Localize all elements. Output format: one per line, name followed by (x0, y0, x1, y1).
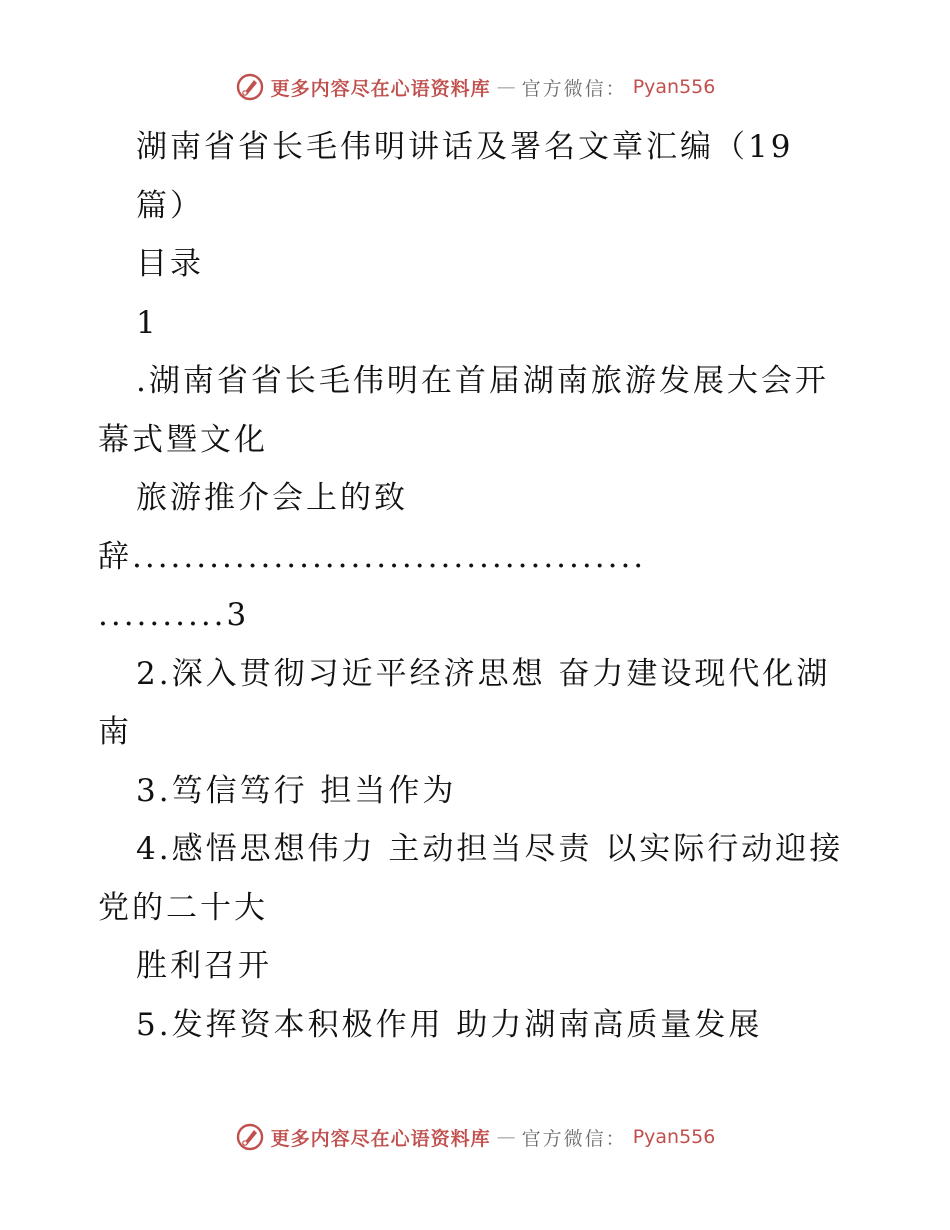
toc-entry-5: 5.发挥资本积极作用 助力湖南高质量发展 (136, 1006, 763, 1043)
document-body (98, 118, 858, 1054)
header-watermark (0, 72, 950, 102)
watermark-separator: — (496, 76, 516, 98)
pen-nib-logo-icon (235, 1122, 265, 1152)
watermark-id: Pyan556 (632, 76, 716, 98)
toc-heading: 目录 (136, 246, 204, 282)
toc-entry-4: 4.感悟思想伟力 主动担当尽责 以实际行动迎接 (136, 831, 844, 867)
watermark-separator: — (496, 1126, 516, 1148)
watermark-id: Pyan556 (632, 1126, 716, 1148)
document-title: 湖南省省长毛伟明讲话及署名文章汇编（19 (136, 129, 794, 165)
toc-entry-1-cont: 幕式暨文化 (98, 421, 268, 458)
toc-entry-3: 3.笃信笃行 担当作为 (136, 772, 457, 809)
watermark-label: 官方微信： (521, 77, 627, 100)
watermark-text: 更多内容尽在心语资料库 (270, 77, 491, 100)
toc-entry-1-page: ..........3 (98, 597, 250, 633)
document-title-cont: 篇） (136, 187, 204, 224)
toc-number: 1 (136, 304, 159, 341)
watermark-label: 官方微信： (521, 1127, 627, 1150)
toc-entry-4-cont: 党的二十大 (98, 889, 268, 926)
pen-nib-logo-icon (235, 72, 265, 102)
toc-entry-1-leader: 辞........................................ (98, 538, 647, 575)
toc-entry-2: 2.深入贯彻习近平经济思想 奋力建设现代化湖 (136, 655, 831, 692)
footer-watermark (0, 1122, 950, 1152)
toc-entry-1: .湖南省省长毛伟明在首届湖南旅游发展大会开 (136, 363, 829, 399)
toc-entry-4-cont: 胜利召开 (136, 948, 272, 984)
toc-entry-1-cont: 旅游推介会上的致 (136, 480, 408, 516)
toc-entry-2-cont: 南 (98, 714, 132, 750)
watermark-text: 更多内容尽在心语资料库 (270, 1127, 491, 1150)
